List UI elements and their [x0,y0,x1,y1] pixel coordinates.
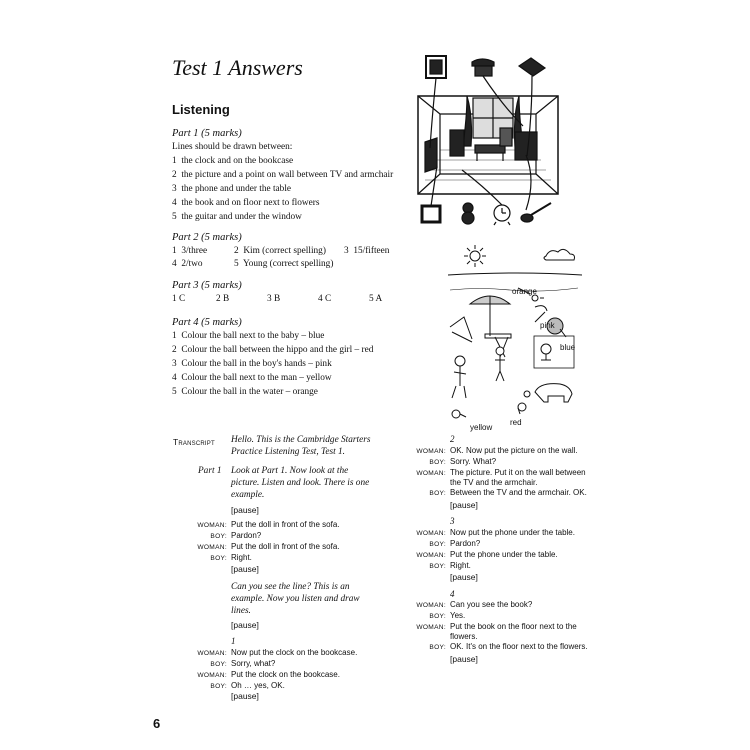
dialogue-line: WOMAN: Can you see the book? [416,600,533,609]
guitar-icon [521,203,551,222]
transcript-see-line: Can you see the line? This is an example. Now you listen and draw lines. [231,582,360,616]
transcript-intro: Hello. This is the Cambridge Starters Practice Listening Test, Test 1. [231,435,371,457]
dialogue-line: WOMAN: Put the doll in front of the sofa. [197,542,340,551]
beach-label-orange: orange [512,287,537,296]
list-item: 3 Colour the ball in the boy's hands – pink [172,359,332,369]
pause-marker: [pause] [231,691,259,701]
dialogue-q1 [175,648,357,692]
dialogue-line: WOMAN: Put the doll in front of the sofa. [197,520,340,529]
dialogue-line: WOMAN: Put the clock on the bookcase. [197,670,340,679]
dialogue-line: BOY: Between the TV and the armchair. OK. [429,488,587,497]
dialogue-q2 [394,446,594,499]
section-heading: Listening [172,102,230,117]
question-number: 3 [450,516,455,526]
dialogue-example [175,520,340,564]
list-item: 4 the book and on floor next to flowers [172,198,320,208]
dialogue-q3 [394,528,594,572]
dialogue-line: BOY: Sorry, what? [210,659,276,668]
dialogue-line: BOY: Sorry. What? [429,457,497,466]
list-item: 1 Colour the ball next to the baby – blue [172,331,325,341]
dialogue-line: BOY: Right. [210,553,252,562]
beach-label-pink: pink [540,321,555,330]
page-number: 6 [153,716,161,731]
dialogue-line: BOY: Right. [429,561,471,570]
sun-icon [464,245,486,267]
pause-marker: [pause] [450,572,478,582]
part3-row: 1 C 2 B 3 B 4 C 5 A [172,294,383,304]
part3-block [172,280,382,304]
part1-block [172,128,422,224]
dialogue-q4 [394,600,604,653]
list-item: 3 the phone and under the table [172,184,292,194]
beach-label-blue: blue [560,343,576,352]
list-item: 4 Colour the ball next to the man – yellow [172,373,332,383]
pause-marker: [pause] [231,564,259,574]
dialogue-line: BOY: Pardon? [210,531,262,540]
beach-label-yellow: yellow [470,423,493,432]
dialogue-line: WOMAN: Put the phone under the table. [416,550,558,559]
phone-icon [472,59,494,76]
part3-heading: Part 3 (5 marks) [172,280,242,291]
list-item: 5 Colour the ball in the water – orange [172,387,318,397]
book-icon [519,58,545,76]
list-item: 5 the guitar and under the window [172,212,302,222]
clock-icon [494,205,510,225]
question-number: 4 [450,589,455,599]
part4-heading: Part 4 (5 marks) [172,317,242,328]
dialogue-line: BOY: Yes. [429,611,466,620]
teddy-icon [462,203,474,224]
picture-frame-icon [422,206,440,222]
transcript-part-label: Part 1 [198,466,222,476]
dialogue-line: WOMAN: Now put the clock on the bookcase. [197,648,358,657]
list-item: 2 Colour the ball between the hippo and the girl – red [172,345,374,355]
picture-icon [426,56,446,78]
part2-row: 1 3/three 2 Kim (correct spelling) 3 15/fifteen [172,246,390,256]
dialogue-line: BOY: Oh … yes, OK. [210,681,285,690]
pause-marker: [pause] [450,654,478,664]
list-item: 2 the picture and a point on wall between TV and armchair [172,170,394,180]
part1-intro: Lines should be drawn between: [172,142,293,152]
dialogue-line: WOMAN: OK. Now put the picture on the wall. [416,446,578,455]
dialogue-line: WOMAN: The picture. Put it on the wall between the TV and the armchair. [416,468,586,487]
beach-label-red: red [510,418,522,427]
pause-marker: [pause] [231,620,259,630]
part2-row: 4 2/two 5 Young (correct spelling) [172,259,334,269]
question-number: 2 [450,434,455,444]
pause-marker: [pause] [231,505,259,515]
dialogue-line: WOMAN: Put the book on the floor next to the flowers. [416,622,577,641]
list-item: 1 the clock and on the bookcase [172,156,294,166]
transcript-part-text: Look at Part 1. Now look at the picture. Listen and look. There is one example. [231,466,370,500]
dialogue-line: BOY: Pardon? [429,539,481,548]
part2-block [172,232,389,269]
transcript-label: Transcript [173,437,215,447]
part4-block [172,317,422,399]
pause-marker: [pause] [450,500,478,510]
dialogue-line: WOMAN: Now put the phone under the table. [416,528,575,537]
question-number: 1 [231,636,236,646]
beach-illustration [440,242,590,432]
page-title: Test 1 Answers [172,55,303,80]
dialogue-line: BOY: OK. It's on the floor next to the flowers. [429,642,588,651]
part1-heading: Part 1 (5 marks) [172,128,242,139]
part2-heading: Part 2 (5 marks) [172,232,242,243]
room-illustration [415,50,560,230]
